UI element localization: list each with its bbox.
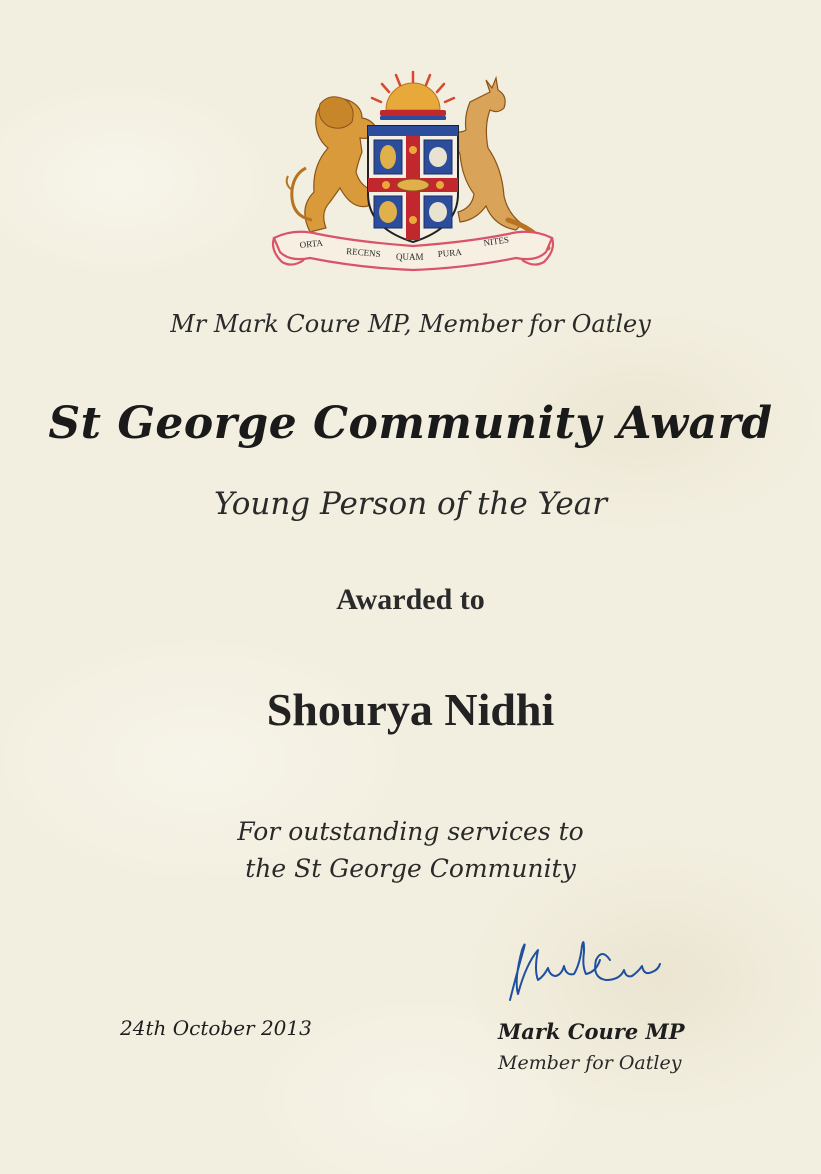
mp-line: Mr Mark Coure MP, Member for Oatley bbox=[170, 310, 651, 338]
lion-supporter-icon bbox=[287, 97, 378, 232]
kangaroo-supporter-icon bbox=[446, 78, 548, 248]
signatory-role: Member for Oatley bbox=[498, 1052, 682, 1074]
awarded-to-label: Awarded to bbox=[336, 583, 485, 616]
award-title: St George Community Award bbox=[48, 398, 773, 449]
award-date: 24th October 2013 bbox=[120, 1016, 312, 1040]
citation-line-1: For outstanding services to bbox=[237, 817, 584, 846]
rising-sun-icon bbox=[372, 72, 454, 120]
citation-line-2: the St George Community bbox=[245, 854, 576, 883]
award-category: Young Person of the Year bbox=[213, 486, 608, 522]
motto-word: NITES bbox=[482, 234, 510, 248]
handwritten-signature-icon bbox=[498, 930, 678, 1010]
signatory-name: Mark Coure MP bbox=[498, 1019, 685, 1044]
motto-word: PURA bbox=[437, 246, 463, 259]
nsw-coat-of-arms-icon bbox=[268, 70, 558, 275]
recipient-name: Shourya Nidhi bbox=[266, 684, 555, 735]
motto-word: QUAM bbox=[396, 252, 424, 262]
shield-icon bbox=[368, 126, 458, 242]
motto-word: ORTA bbox=[299, 237, 324, 250]
motto-word: RECENS bbox=[345, 246, 382, 260]
citation bbox=[0, 813, 821, 887]
